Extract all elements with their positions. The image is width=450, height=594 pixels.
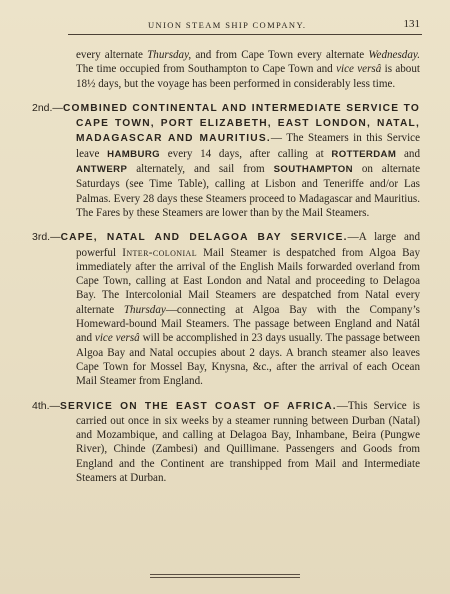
section-heading: SERVICE ON THE EAST COAST OF AFRICA. xyxy=(60,400,337,412)
footer-rule xyxy=(150,574,300,575)
text-italic: Thursday, xyxy=(147,49,192,61)
text: is about 18½ days, but the voyage has been performed in considerably less time. xyxy=(76,63,420,90)
paragraph-3rd-service xyxy=(32,230,420,388)
paragraph-number: 2nd.— xyxy=(32,101,63,114)
paragraph-4th-service xyxy=(32,399,420,486)
port-name: HAMBURG xyxy=(107,148,161,160)
text: and xyxy=(396,147,420,160)
text: will be accomplished in 23 days usually. The passage between Algoa Bay and Natal occupies about 2 days. A branch steamer also leaves Cape Town for Mossel Bay, Knysna, &c., after the arrival of each Ocean Mail Steamer from England. xyxy=(76,332,420,388)
text: —connecting at Algoa Bay with the Company’s Homeward-bound Mail Steamers. The passage between England and Natál and xyxy=(76,303,420,345)
text: on alternate Saturdays (see Time Table), calling at Lisbon and Teneriffe and/or Las Palmas. Every 28 days these Steamers proceed to Madagascar and Mauritius. The Fares by these Steamers are lower than by the Mail Steamers. xyxy=(76,163,420,219)
port-name: ROTTERDAM xyxy=(331,148,397,160)
text: alternately, and sail from xyxy=(127,163,274,176)
text-italic: vice versâ xyxy=(336,63,382,76)
paragraph-continuation xyxy=(76,48,420,91)
header-rule xyxy=(68,34,422,35)
text: — xyxy=(270,132,287,145)
paragraph-number: 4th.— xyxy=(32,399,61,412)
paragraph-2nd-service xyxy=(32,101,420,220)
paragraph-number: 3rd.— xyxy=(32,231,61,244)
text: Mail Steamer is despatched from Algoa Bay immediately after the arrival of the English Mails forwarded overland from Cape Town, calling at East London and Natal and proceeding to Delagoa Bay. The Intercolonial Mail Steamers are despatched from Natal every alternate xyxy=(76,246,420,316)
text: —This Service is carried out once in six weeks by a steamer running between Durban (Natal) and Mozambique, and calling at Delagoa Bay, Inhambane, Beira (Pungwe River), Chinde (Zambesi) and Quillimane. Passengers and Goods from England and the Continent are transhipped from Mail and Intermediate Steamers at Durban. xyxy=(76,399,420,485)
text-italic: Wednesday. xyxy=(368,49,420,61)
section-heading: COMBINED CONTINENTAL AND INTERMEDIATE SERVICE TO CAPE TOWN, PORT ELIZABETH, EAST LONDON, NATAL, MADAGASCAR AND MAURITIUS. xyxy=(62,102,420,145)
page-number: 131 xyxy=(403,18,420,30)
text: The Steamers in this Service leave xyxy=(76,132,420,160)
text: —A large and powerful xyxy=(76,231,420,259)
port-name: SOUTHAMPTON xyxy=(273,164,353,176)
small-caps-text: Inter-colonial xyxy=(122,246,197,259)
section-heading: CAPE, NATAL AND DELAGOA BAY SERVICE. xyxy=(60,232,348,244)
port-name: ANTWERP xyxy=(76,164,128,176)
text: The time occupied from Southampton to Cape Town and xyxy=(76,63,337,76)
running-title: UNION STEAM SHIP COMPANY. xyxy=(148,20,307,30)
footer-rule xyxy=(150,577,300,578)
page-header xyxy=(70,14,420,32)
text-italic: Thursday xyxy=(123,303,166,316)
text: every alternate xyxy=(76,49,148,61)
text-italic: vice versâ xyxy=(94,332,140,345)
page-body xyxy=(0,42,450,495)
text: and from Cape Town every alternate xyxy=(191,49,369,61)
text: every 14 days, after calling at xyxy=(160,147,332,160)
